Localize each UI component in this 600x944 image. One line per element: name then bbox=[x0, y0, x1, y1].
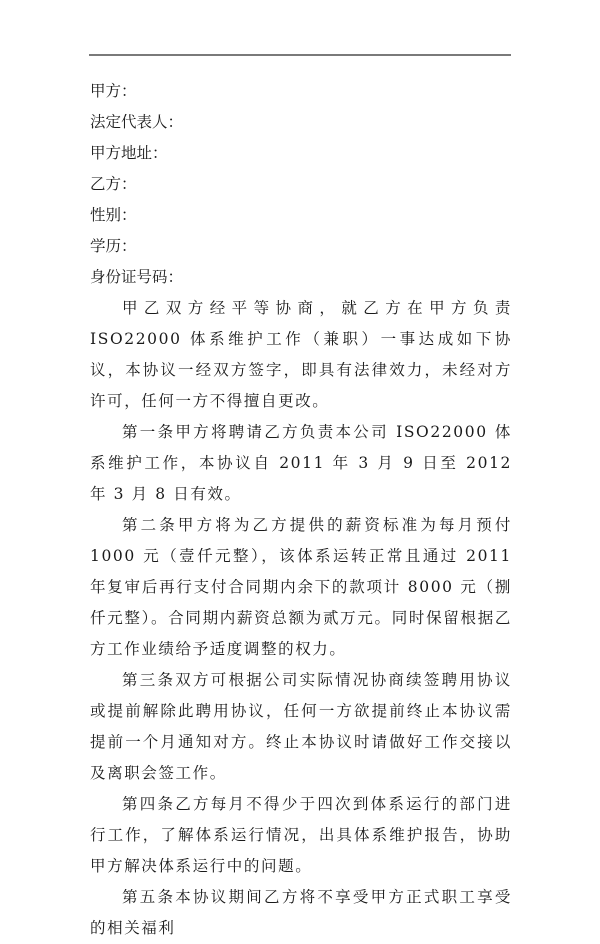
field-party-a: 甲方： bbox=[90, 82, 137, 100]
field-party-a-address: 甲方地址： bbox=[90, 144, 168, 162]
field-party-b: 乙方： bbox=[90, 175, 137, 193]
field-legal-representative: 法定代表人： bbox=[90, 113, 184, 131]
document-body bbox=[90, 76, 512, 944]
field-id-number: 身份证号码： bbox=[90, 268, 184, 286]
paragraph-article-1: 第一条甲方将聘请乙方负责本公司 ISO22000 体系维护工作，本协议自 2011 年 3 月 9 日至 2012 年 3 月 8 日有效。 bbox=[90, 423, 512, 503]
paragraph-article-4: 第四条乙方每月不得少于四次到体系运行的部门进行工作，了解体系运行情况，出具体系维护报告，协助甲方解决体系运行中的问题。 bbox=[90, 795, 512, 875]
paragraph-article-5: 第五条本协议期间乙方将不享受甲方正式职工享受的相关福利 bbox=[90, 888, 512, 937]
paragraph-article-3: 第三条双方可根据公司实际情况协商续签聘用协议或提前解除此聘用协议，任何一方欲提前终止本协议需提前一个月通知对方。终止本协议时请做好工作交接以及离职会签工作。 bbox=[90, 671, 512, 782]
field-education: 学历： bbox=[90, 237, 137, 255]
header-rule bbox=[89, 54, 511, 56]
paragraph-article-2: 第二条甲方将为乙方提供的薪资标准为每月预付 1000 元（壹仟元整），该体系运转正常且通过 2011 年复审后再行支付合同期内余下的款项计 8000 元（捌仟元整）。合同期内薪资总额为贰万元。同时保留根据乙方工作业绩给予适度调整的权力。 bbox=[90, 516, 512, 658]
paragraph-preamble: 甲乙双方经平等协商，就乙方在甲方负责 ISO22000 体系维护工作（兼职）一事达成如下协议，本协议一经双方签字，即具有法律效力，未经对方许可，任何一方不得擅自更改。 bbox=[90, 299, 512, 410]
field-gender: 性别： bbox=[90, 206, 137, 224]
